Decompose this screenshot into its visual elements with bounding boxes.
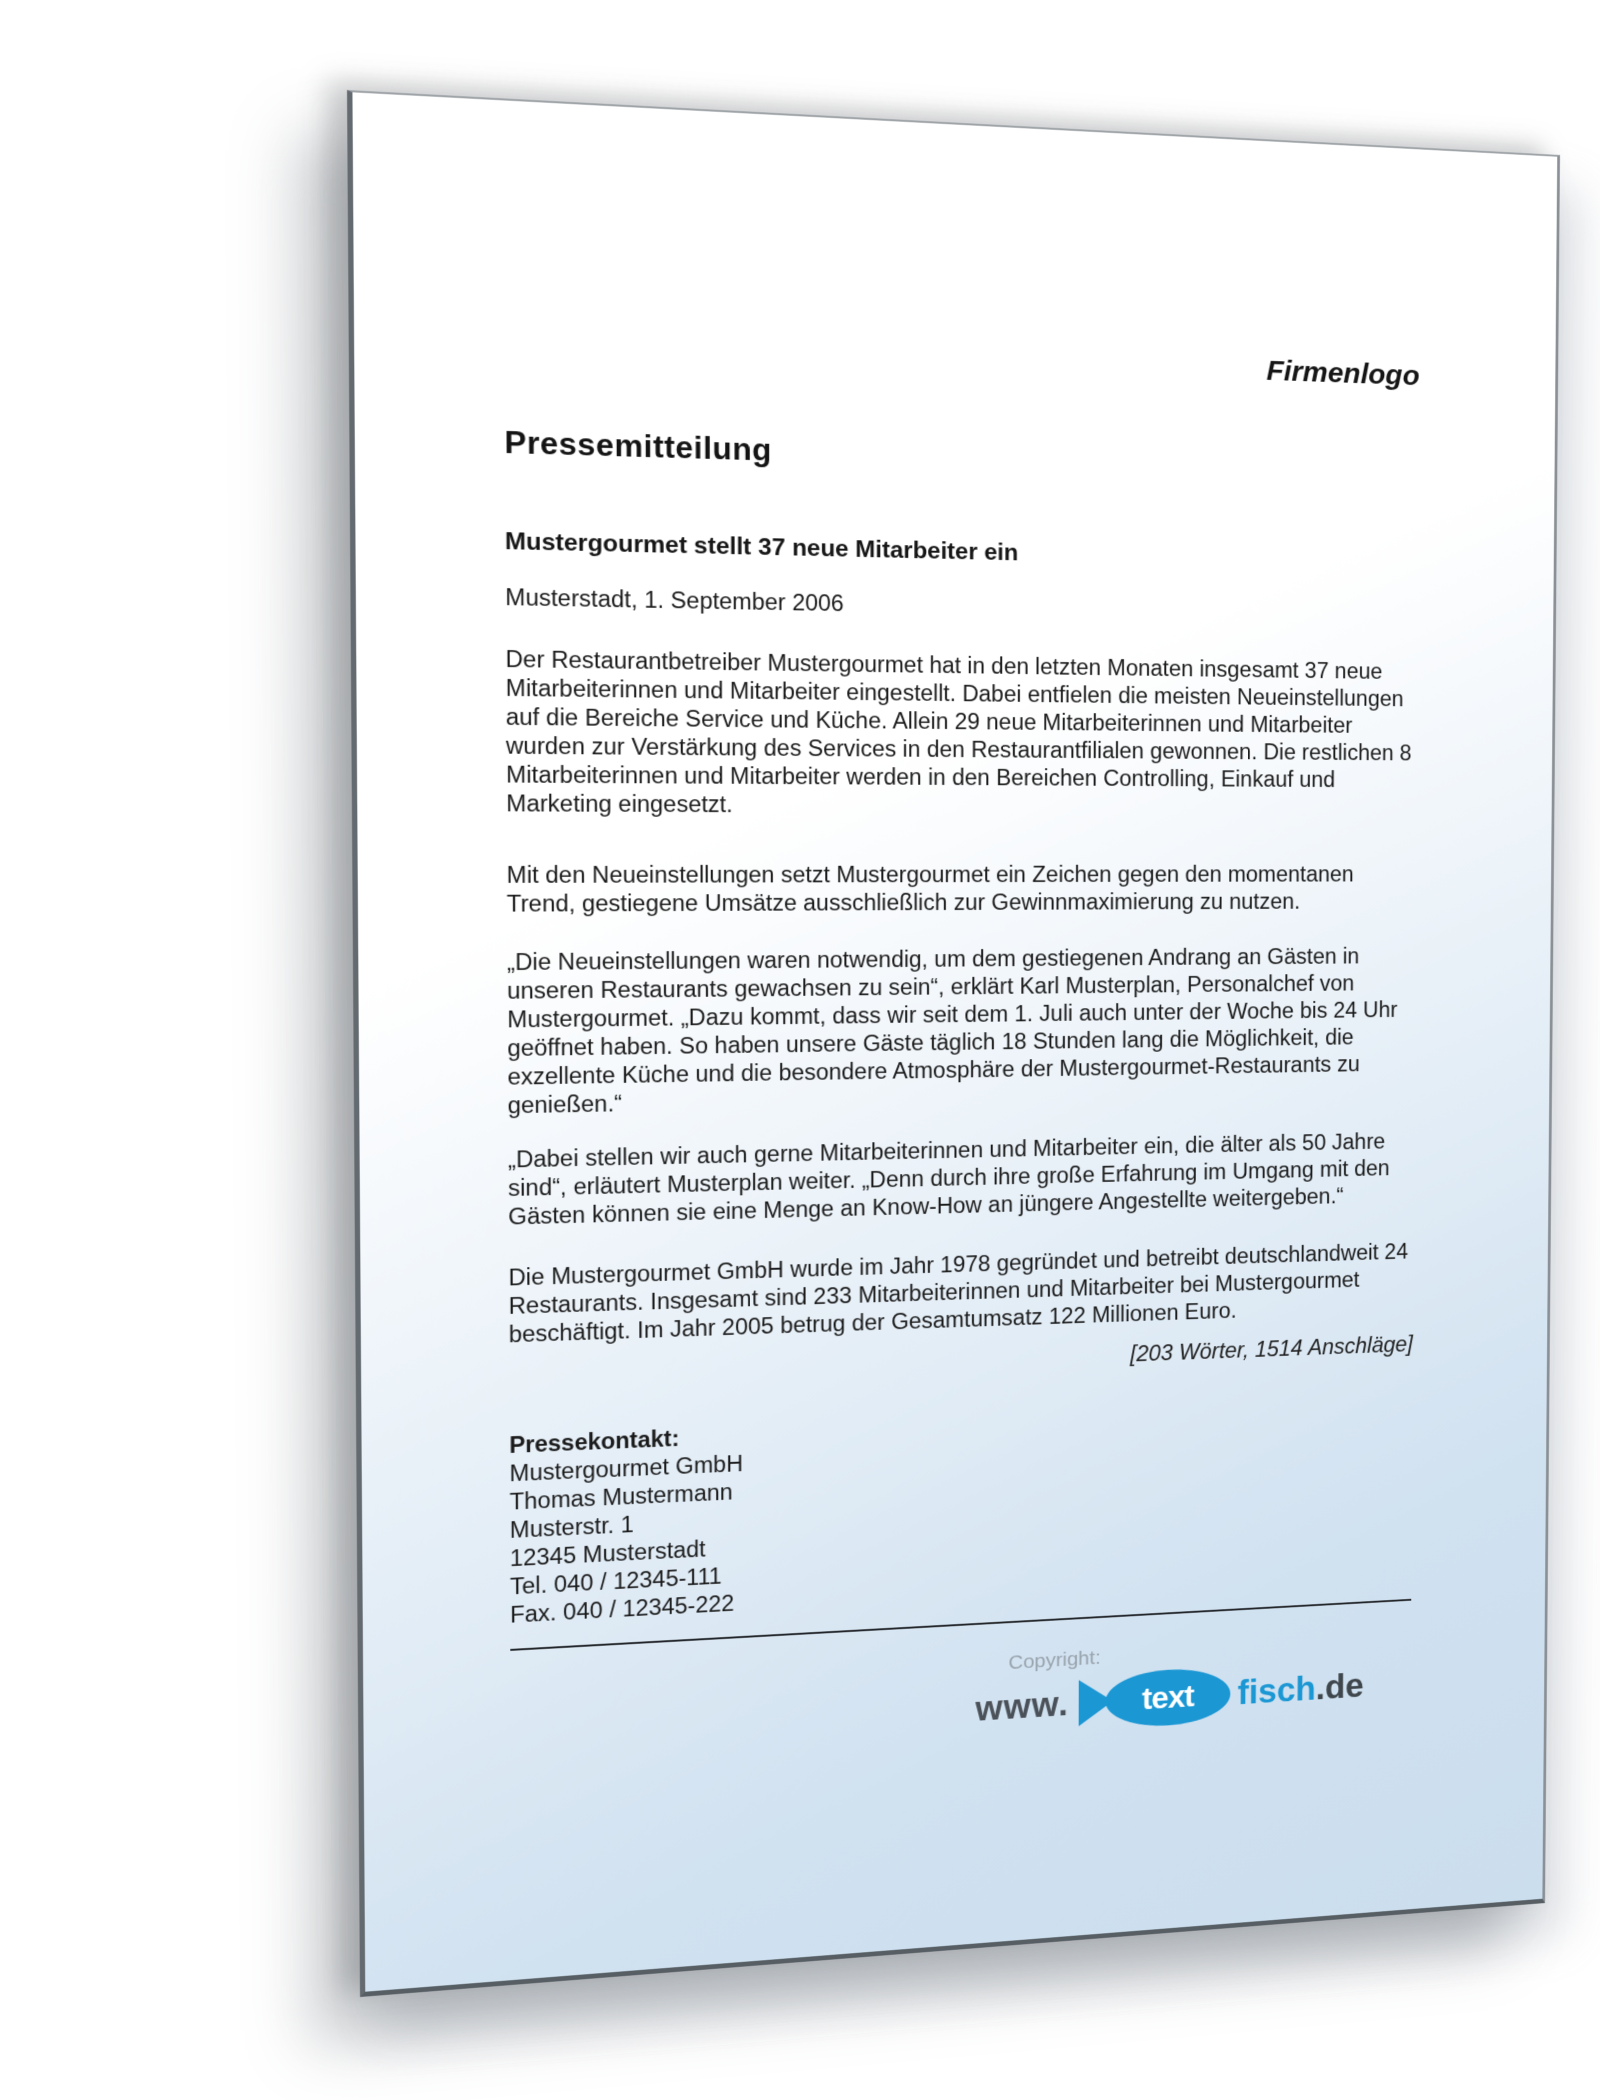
fish-body-icon	[1105, 1666, 1230, 1729]
body-paragraph-1: Der Restaurantbetreiber Mustergourmet hat in den letzten Monaten insgesamt 37 neue Mitarbeiterinnen und Mitarbeiter eingestellt. Dabei entfielen die meisten Neueinstellungen auf die Bereiche Service und Küche. Allein 29 neue Mitarbeiterinnen und Mitarbeiter wurden zur Verstärkung des Services in den Restaurantfilialen gewonnen. Die restlichen 8 Mitarbeiterinnen und Mitarbeiter werden in den Bereichen Controlling, Einkauf und Marketing eingesetzt.	[505, 646, 1412, 818]
press-contact-company: Mustergourmet GmbH	[509, 1450, 743, 1487]
body-paragraph-2: Mit den Neueinstellungen setzt Mustergourmet ein Zeichen gegen den momentanen Trend, gestiegene Umsätze ausschließlich zur Gewinnmaximierung zu nutzen.	[506, 861, 1354, 917]
dateline: Musterstadt, 1. September 2006	[505, 584, 844, 617]
body-paragraph-3: „Die Neueinstellungen waren notwendig, um dem gestiegenen Andrang an Gästen in unseren Restaurants gewachsen zu sein“, erklärt Karl Musterplan, Personalchef von Mustergourmet. „Dazu kommt, dass wir seit dem 1. Juli auch unter der Woche bis 24 Uhr geöffnet haben. So haben unsere Gäste täglich 18 Stunden lang die Möglichkeit, die exzellente Küche und die besondere Atmosphäre der Mustergourmet-Restaurants zu genießen.“	[506, 943, 1398, 1119]
logo-text-label: text	[1141, 1678, 1194, 1716]
press-contact-fax: Fax. 040 / 12345-222	[510, 1590, 735, 1628]
fish-tail-icon	[1078, 1678, 1113, 1727]
logo-tld-text: .de	[1315, 1666, 1364, 1707]
press-contact-block	[509, 1395, 1412, 1629]
body-paragraph-5: Die Mustergourmet GmbH wurde im Jahr 1978 gegründet und betreibt deutschlandweit 24 Restaurants. Insgesamt sind 233 Mitarbeiterinnen und Mitarbeiter bei Mustergourmet beschäftigt. Im Jahr 2005 betrug der Gesamtumsatz 122 Millionen Euro.	[508, 1239, 1409, 1348]
word-count-note: [203 Wörter, 1514 Anschläge]	[1130, 1331, 1414, 1367]
body-paragraph-4: „Dabei stellen wir auch gerne Mitarbeiterinnen und Mitarbeiter ein, die älter als 50 Jahre sind“, erläutert Musterplan weiter. „Denn durch ihre große Erfahrung im Umgang mit den Gästen können sie eine Menge an Know-How an jüngere Angestellte weitergeben.“	[507, 1129, 1390, 1230]
press-contact-heading: Pressekontakt:	[509, 1425, 680, 1458]
copyright-label: Copyright:	[1008, 1646, 1101, 1674]
press-release-sheet	[347, 90, 1560, 1997]
document-title: Pressemitteilung	[504, 424, 773, 468]
press-contact-city: 12345 Musterstadt	[509, 1536, 706, 1572]
fish-icon	[1078, 1666, 1230, 1731]
press-contact-phone: Tel. 040 / 12345-111	[509, 1563, 722, 1600]
press-contact-person: Thomas Mustermann	[509, 1479, 733, 1515]
press-contact-street: Musterstr. 1	[509, 1511, 634, 1543]
company-logo-placeholder: Firmenlogo	[1266, 355, 1420, 392]
headline: Mustergourmet stellt 37 neue Mitarbeiter ein	[504, 528, 1019, 567]
footer-brand-block	[975, 1630, 1372, 1737]
logo-fisch-text: fisch	[1237, 1669, 1316, 1712]
logo-www-text: www.	[975, 1684, 1069, 1729]
